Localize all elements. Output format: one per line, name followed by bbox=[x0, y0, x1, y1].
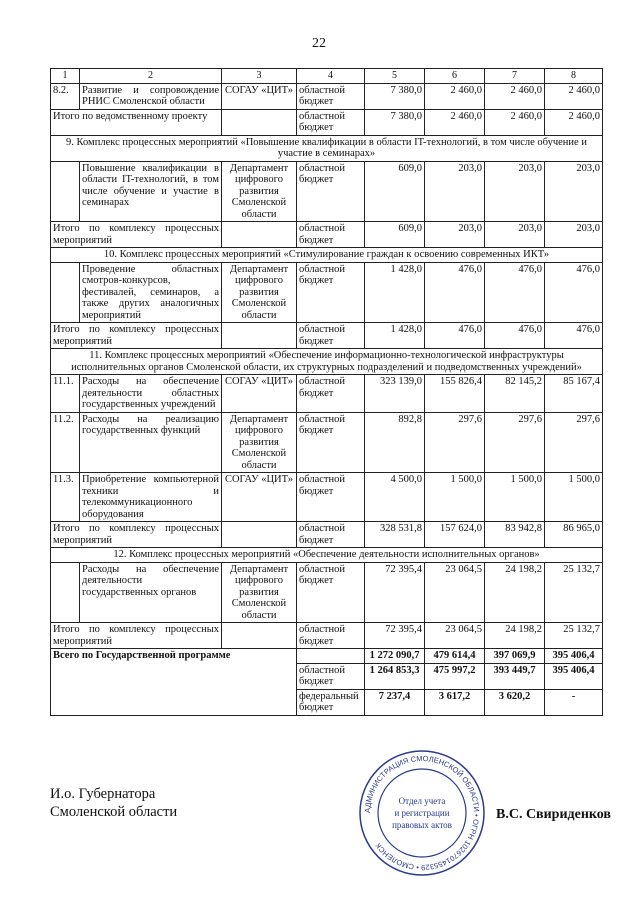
row-value: 1 500,0 bbox=[545, 473, 603, 522]
row-executor: СОГАУ «ЦИТ» bbox=[222, 473, 297, 522]
row-name: Повышение квалификации в области IT-технологий, в том числе обучение и участие в семинарах bbox=[80, 161, 222, 222]
row-value: 203,0 bbox=[425, 161, 485, 222]
grand-regional-value: 393 449,7 bbox=[485, 663, 545, 689]
total-row bbox=[51, 623, 603, 649]
total-value: 7 380,0 bbox=[365, 109, 425, 135]
grand-federal-value: 7 237,4 bbox=[365, 689, 425, 715]
signature-title-line2: Смоленской области bbox=[50, 804, 178, 820]
total-row bbox=[51, 222, 603, 248]
grand-federal-value: 3 620,2 bbox=[485, 689, 545, 715]
total-label: Итого по комплексу процессных мероприятий bbox=[51, 323, 222, 349]
row-number: 11.2. bbox=[51, 412, 80, 473]
grand-federal-value: - bbox=[545, 689, 603, 715]
section-row bbox=[51, 349, 603, 375]
section-row bbox=[51, 548, 603, 563]
total-label: Итого по комплексу процессных мероприятий bbox=[51, 623, 222, 649]
row-value: 7 380,0 bbox=[365, 83, 425, 109]
total-value: 157 624,0 bbox=[425, 522, 485, 548]
row-value: 203,0 bbox=[485, 161, 545, 222]
total-source: областной бюджет bbox=[297, 222, 365, 248]
row-value: 892,8 bbox=[365, 412, 425, 473]
row-value: 323 139,0 bbox=[365, 375, 425, 413]
signature-title-line1: И.о. Губернатора bbox=[50, 786, 156, 802]
row-value: 155 826,4 bbox=[425, 375, 485, 413]
row-number bbox=[51, 262, 80, 323]
stamp-line2: и регистрации bbox=[394, 808, 450, 818]
page-number: 22 bbox=[312, 36, 326, 51]
total-value: 2 460,0 bbox=[485, 109, 545, 135]
grand-regional-value: 475 997,2 bbox=[425, 663, 485, 689]
table-row bbox=[51, 83, 603, 109]
total-executor bbox=[222, 222, 297, 248]
total-value: 86 965,0 bbox=[545, 522, 603, 548]
total-value: 609,0 bbox=[365, 222, 425, 248]
total-value: 476,0 bbox=[425, 323, 485, 349]
total-row bbox=[51, 109, 603, 135]
row-number bbox=[51, 161, 80, 222]
total-value: 25 132,7 bbox=[545, 623, 603, 649]
row-name: Расходы на обеспечение деятельности областных государственных учреждений bbox=[80, 375, 222, 413]
total-value: 476,0 bbox=[485, 323, 545, 349]
section-row bbox=[51, 248, 603, 263]
row-value: 25 132,7 bbox=[545, 562, 603, 623]
row-value: 23 064,5 bbox=[425, 562, 485, 623]
column-header: 5 bbox=[365, 69, 425, 84]
row-value: 476,0 bbox=[425, 262, 485, 323]
row-name: Приобретение компьютерной техники и телекоммуникационного оборудования bbox=[80, 473, 222, 522]
column-header: 6 bbox=[425, 69, 485, 84]
total-value: 328 531,8 bbox=[365, 522, 425, 548]
total-label: Итого по ведомственному проекту bbox=[51, 109, 222, 135]
row-source: областной бюджет bbox=[297, 562, 365, 623]
total-source: областной бюджет bbox=[297, 522, 365, 548]
total-value: 1 428,0 bbox=[365, 323, 425, 349]
row-executor: СОГАУ «ЦИТ» bbox=[222, 375, 297, 413]
section-row bbox=[51, 135, 603, 161]
section-title: 11. Комплекс процессных мероприятий «Обеспечение информационно-технологической инфраструктуры исполнительных органов Смоленской области, их структурных подразделений и подведомственных учреждений» bbox=[51, 349, 603, 375]
table-row bbox=[51, 262, 603, 323]
row-number: 11.1. bbox=[51, 375, 80, 413]
section-title: 12. Комплекс процессных мероприятий «Обеспечение деятельности исполнительных органов» bbox=[51, 548, 603, 563]
total-executor bbox=[222, 109, 297, 135]
row-value: 82 145,2 bbox=[485, 375, 545, 413]
stamp-line3: правовых актов bbox=[392, 820, 452, 830]
stamp-line1: Отдел учета bbox=[398, 796, 446, 806]
row-number: 11.3. bbox=[51, 473, 80, 522]
grand-federal-value: 3 617,2 bbox=[425, 689, 485, 715]
row-value: 24 198,2 bbox=[485, 562, 545, 623]
row-source: областной бюджет bbox=[297, 262, 365, 323]
total-value: 203,0 bbox=[425, 222, 485, 248]
total-value: 2 460,0 bbox=[425, 109, 485, 135]
row-value: 85 167,4 bbox=[545, 375, 603, 413]
total-source: областной бюджет bbox=[297, 623, 365, 649]
row-source: областной бюджет bbox=[297, 473, 365, 522]
row-value: 609,0 bbox=[365, 161, 425, 222]
official-stamp bbox=[357, 748, 487, 878]
grand-total-value: 1 272 090,7 bbox=[365, 649, 425, 664]
total-executor bbox=[222, 522, 297, 548]
budget-table bbox=[50, 68, 603, 716]
row-value: 1 500,0 bbox=[485, 473, 545, 522]
table-row bbox=[51, 412, 603, 473]
total-value: 83 942,8 bbox=[485, 522, 545, 548]
row-source: областной бюджет bbox=[297, 375, 365, 413]
row-value: 1 500,0 bbox=[425, 473, 485, 522]
grand-total-source bbox=[297, 649, 365, 664]
row-name: Расходы на реализацию государственных функций bbox=[80, 412, 222, 473]
row-executor: Департамент цифрового развития Смоленской области bbox=[222, 161, 297, 222]
row-value: 4 500,0 bbox=[365, 473, 425, 522]
total-executor bbox=[222, 623, 297, 649]
row-source: областной бюджет bbox=[297, 83, 365, 109]
grand-total-value: 479 614,4 bbox=[425, 649, 485, 664]
column-header: 4 bbox=[297, 69, 365, 84]
section-title: 10. Комплекс процессных мероприятий «Стимулирование граждан к освоению современных ИКТ» bbox=[51, 248, 603, 263]
total-label: Итого по комплексу процессных мероприятий bbox=[51, 522, 222, 548]
total-value: 203,0 bbox=[485, 222, 545, 248]
row-executor: Департамент цифрового развития Смоленской области bbox=[222, 262, 297, 323]
table-header-row bbox=[51, 69, 603, 84]
total-value: 72 395,4 bbox=[365, 623, 425, 649]
row-value: 297,6 bbox=[545, 412, 603, 473]
row-name: Развитие и сопровождение РНИС Смоленской области bbox=[80, 83, 222, 109]
row-value: 2 460,0 bbox=[485, 83, 545, 109]
table-row bbox=[51, 375, 603, 413]
row-value: 2 460,0 bbox=[425, 83, 485, 109]
signature-title bbox=[50, 785, 177, 821]
grand-regional-value: 1 264 853,3 bbox=[365, 663, 425, 689]
total-value: 476,0 bbox=[545, 323, 603, 349]
row-name: Расходы на обеспечение деятельности государственных органов bbox=[80, 562, 222, 623]
row-executor: СОГАУ «ЦИТ» bbox=[222, 83, 297, 109]
total-source: областной бюджет bbox=[297, 323, 365, 349]
total-value: 203,0 bbox=[545, 222, 603, 248]
row-value: 476,0 bbox=[545, 262, 603, 323]
row-source: областной бюджет bbox=[297, 412, 365, 473]
row-value: 1 428,0 bbox=[365, 262, 425, 323]
column-header: 1 bbox=[51, 69, 80, 84]
grand-regional-value: 395 406,4 bbox=[545, 663, 603, 689]
row-value: 2 460,0 bbox=[545, 83, 603, 109]
table-row bbox=[51, 161, 603, 222]
grand-total-value: 395 406,4 bbox=[545, 649, 603, 664]
row-name: Проведение областных смотров-конкурсов, фестивалей, семинаров, а также других аналогичных мероприятий bbox=[80, 262, 222, 323]
grand-total-value: 397 069,9 bbox=[485, 649, 545, 664]
grand-total-label: Всего по Государственной программе bbox=[51, 649, 297, 716]
column-header: 2 bbox=[80, 69, 222, 84]
section-title: 9. Комплекс процессных мероприятий «Повышение квалификации в области IT-технологий, в том числе обучение и участие в семинарах» bbox=[51, 135, 603, 161]
row-number: 8.2. bbox=[51, 83, 80, 109]
column-header: 3 bbox=[222, 69, 297, 84]
row-executor: Департамент цифрового развития Смоленской области bbox=[222, 562, 297, 623]
row-value: 297,6 bbox=[485, 412, 545, 473]
total-row bbox=[51, 522, 603, 548]
total-row bbox=[51, 323, 603, 349]
row-value: 203,0 bbox=[545, 161, 603, 222]
signature-name: В.С. Свириденков bbox=[496, 807, 611, 822]
total-value: 23 064,5 bbox=[425, 623, 485, 649]
row-value: 476,0 bbox=[485, 262, 545, 323]
grand-total-row bbox=[51, 649, 603, 664]
row-number bbox=[51, 562, 80, 623]
total-executor bbox=[222, 323, 297, 349]
total-value: 2 460,0 bbox=[545, 109, 603, 135]
table-row bbox=[51, 473, 603, 522]
total-value: 24 198,2 bbox=[485, 623, 545, 649]
row-executor: Департамент цифрового развития Смоленской области bbox=[222, 412, 297, 473]
grand-regional-label: областной бюджет bbox=[297, 663, 365, 689]
grand-federal-label: федеральный бюджет bbox=[297, 689, 365, 715]
column-header: 7 bbox=[485, 69, 545, 84]
column-header: 8 bbox=[545, 69, 603, 84]
row-value: 72 395,4 bbox=[365, 562, 425, 623]
row-source: областной бюджет bbox=[297, 161, 365, 222]
table-row bbox=[51, 562, 603, 623]
row-value: 297,6 bbox=[425, 412, 485, 473]
stamp-ring-text: АДМИНИСТРАЦИЯ СМОЛЕНСКОЙ ОБЛАСТИ • ОГРН 1026701455329 • СМОЛЕНСК bbox=[362, 753, 482, 873]
total-source: областной бюджет bbox=[297, 109, 365, 135]
total-label: Итого по комплексу процессных мероприятий bbox=[51, 222, 222, 248]
